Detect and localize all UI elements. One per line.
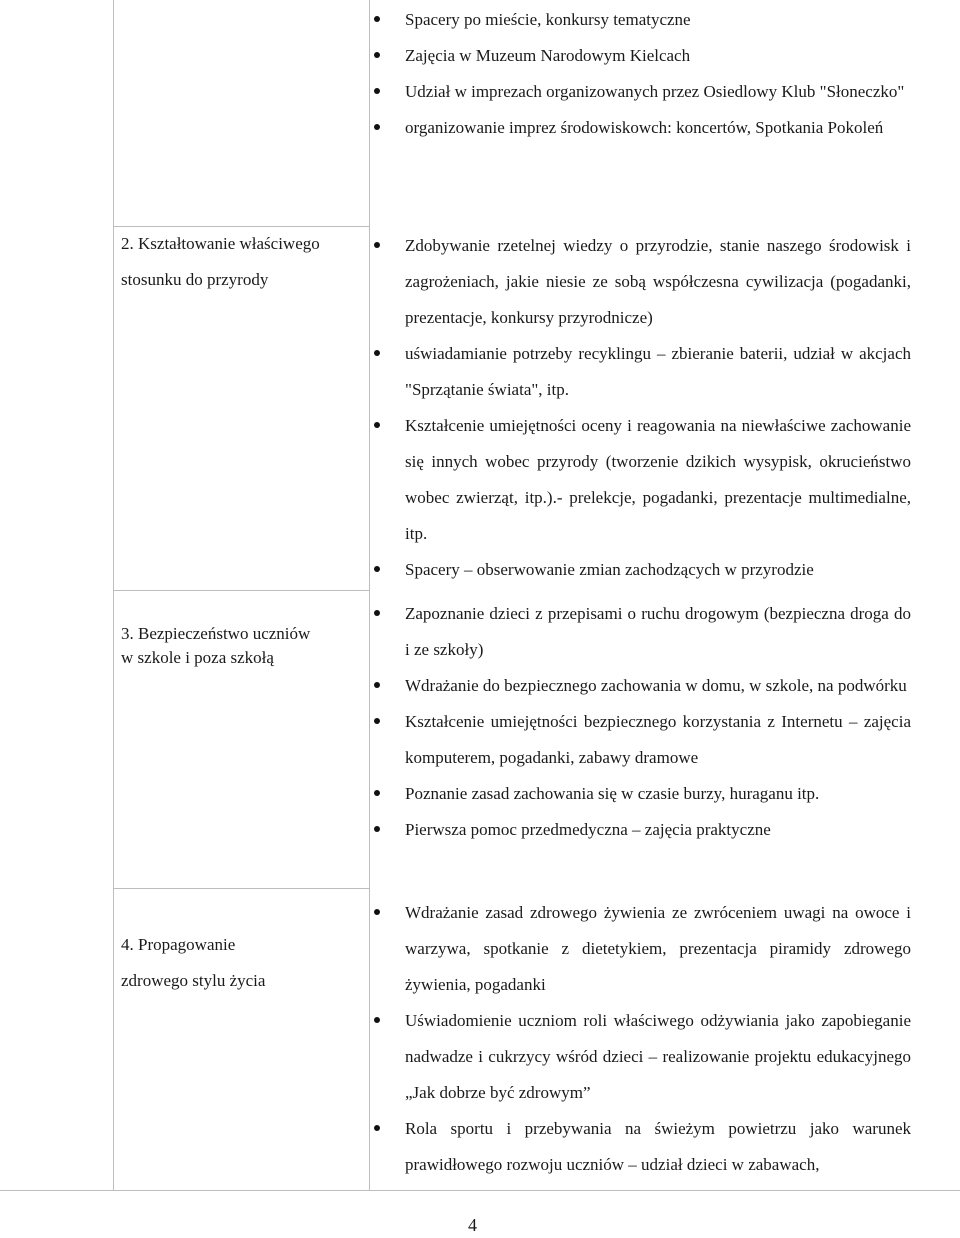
activities-list-2: [371, 228, 911, 588]
list-item: Wdrażanie do bezpiecznego zachowania w domu, w szkole, na podwórku: [371, 668, 911, 704]
row-label-line: zdrowego stylu życia: [121, 971, 266, 990]
list-item: Spacery – obserwowanie zmian zachodzących w przyrodzie: [371, 552, 911, 588]
list-item: Pierwsza pomoc przedmedyczna – zajęcia praktyczne: [371, 812, 911, 848]
list-item: Kształcenie umiejętności bezpiecznego korzystania z Internetu – zajęcia komputerem, pogadanki, zabawy dramowe: [371, 704, 911, 776]
list-item: Uświadomienie uczniom roli właściwego odżywiania jako zapobieganie nadwadze i cukrzycy wśród dzieci – realizowanie projektu edukacyjnego „Jak dobrze być zdrowym”: [371, 1003, 911, 1111]
list-item: Kształcenie umiejętności oceny i reagowania na niewłaściwe zachowanie się innych wobec przyrody (tworzenie dzikich wysypisk, okrucieństwo wobec zwierząt, itp.).- prelekcje, pogadanki, prezentacje multimedialne, itp.: [371, 408, 911, 552]
row-label-nature: [121, 226, 365, 298]
list-item: organizowanie imprez środowiskowch: koncertów, Spotkania Pokoleń: [371, 110, 911, 146]
list-item: uświadamianie potrzeby recyklingu – zbieranie baterii, udział w akcjach "Sprzątanie świata", itp.: [371, 336, 911, 408]
list-item: Zdobywanie rzetelnej wiedzy o przyrodzie, stanie naszego środowisk i zagrożeniach, jakie niesie ze sobą współczesna cywilizacja (pogadanki, prezentacje, konkursy przyrodnicze): [371, 228, 911, 336]
activities-list-3: [371, 596, 911, 848]
list-item: Poznanie zasad zachowania się w czasie burzy, huraganu itp.: [371, 776, 911, 812]
list-item: Spacery po mieście, konkursy tematyczne: [371, 2, 911, 38]
row-label-line: w szkole i poza szkołą: [121, 648, 274, 667]
list-item: Rola sportu i przebywania na świeżym powietrzu jako warunek prawidłowego rozwoju uczniów – udział dzieci w zabawach,: [371, 1111, 911, 1183]
list-item: Zapoznanie dzieci z przepisami o ruchu drogowym (bezpieczna droga do i ze szkoły): [371, 596, 911, 668]
row-label-line: 2. Kształtowanie właściwego: [121, 234, 320, 253]
row-label-line: 4. Propagowanie: [121, 935, 236, 954]
activities-list-1: [371, 2, 911, 146]
page-number: 4: [468, 1215, 477, 1235]
activities-list-4: [371, 895, 911, 1183]
row-label-safety: [121, 622, 365, 670]
list-item: Udział w imprezach organizowanych przez Osiedlowy Klub "Słoneczko": [371, 74, 911, 110]
row-label-line: stosunku do przyrody: [121, 270, 269, 289]
row-label-health: [121, 927, 365, 999]
list-item: Wdrażanie zasad zdrowego żywienia ze zwróceniem uwagi na owoce i warzywa, spotkanie z dietetykiem, prezentacja piramidy zdrowego żywienia, pogadanki: [371, 895, 911, 1003]
row-label-line: 3. Bezpieczeństwo uczniów: [121, 624, 311, 643]
list-item: Zajęcia w Muzeum Narodowym Kielcach: [371, 38, 911, 74]
